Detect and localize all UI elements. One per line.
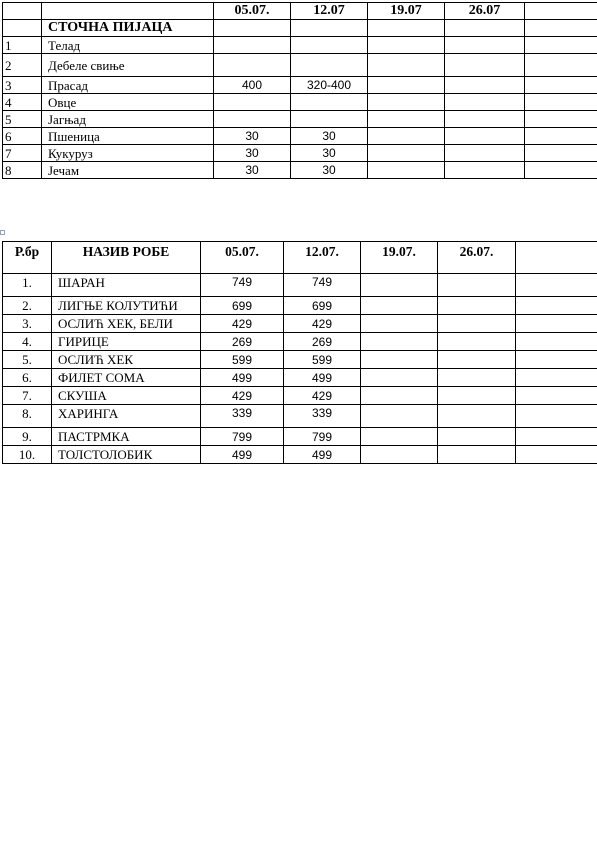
empty-cell (438, 428, 516, 446)
row-number-cell: 3. (3, 315, 52, 333)
empty-cell (516, 405, 597, 428)
header-cell (525, 3, 597, 20)
empty-cell (361, 405, 438, 428)
price-cell: 699 (284, 297, 361, 315)
table-title-row (3, 20, 597, 37)
table-row (3, 387, 597, 405)
empty-cell (516, 297, 597, 315)
table-row (3, 111, 597, 128)
item-name-cell: Телад (42, 37, 214, 54)
price-cell: 699 (201, 297, 284, 315)
header-cell: Р.бр (3, 242, 52, 274)
empty-cell (361, 333, 438, 351)
row-number-cell: 6. (3, 369, 52, 387)
row-number-cell: 3 (3, 77, 42, 94)
table-row (3, 54, 597, 77)
empty-cell (445, 111, 525, 128)
row-number-cell: 4. (3, 333, 52, 351)
empty-cell (525, 37, 597, 54)
item-name-cell: Кукуруз (42, 145, 214, 162)
empty-cell (445, 145, 525, 162)
empty-cell (445, 94, 525, 111)
price-cell: 30 (214, 145, 291, 162)
table-row (3, 428, 597, 446)
empty-cell (438, 315, 516, 333)
fish-price-table (2, 241, 597, 464)
item-name-cell: Дебеле свиње (42, 54, 214, 77)
item-name-cell: ФИЛЕТ СОМА (52, 369, 201, 387)
empty-cell (368, 94, 445, 111)
empty-cell (361, 369, 438, 387)
price-cell: 429 (201, 387, 284, 405)
header-cell (516, 242, 597, 274)
empty-cell (516, 351, 597, 369)
empty-cell (368, 128, 445, 145)
table-anchor-icon[interactable] (0, 230, 5, 235)
row-number-cell: 5 (3, 111, 42, 128)
empty-cell (291, 20, 368, 37)
table-header-row (3, 3, 597, 20)
price-cell: 400 (214, 77, 291, 94)
row-number-cell: 2. (3, 297, 52, 315)
empty-cell (368, 20, 445, 37)
row-number-cell: 1 (3, 37, 42, 54)
price-cell: 30 (291, 128, 368, 145)
empty-cell (516, 387, 597, 405)
empty-cell (525, 145, 597, 162)
empty-cell (438, 446, 516, 464)
row-number-cell: 8. (3, 405, 52, 428)
header-date-cell: 19.07 (368, 3, 445, 20)
row-number-cell: 10. (3, 446, 52, 464)
price-cell (291, 94, 368, 111)
empty-cell (368, 77, 445, 94)
row-number-cell: 5. (3, 351, 52, 369)
empty-cell (445, 77, 525, 94)
header-cell: НАЗИВ РОБЕ (52, 242, 201, 274)
table-row (3, 297, 597, 315)
row-number-cell: 2 (3, 54, 42, 77)
price-cell: 30 (291, 145, 368, 162)
price-cell: 339 (284, 405, 361, 428)
empty-cell (368, 37, 445, 54)
table-row (3, 333, 597, 351)
item-name-cell: ТОЛСТОЛОБИК (52, 446, 201, 464)
header-date-cell: 26.07 (445, 3, 525, 20)
price-cell (291, 37, 368, 54)
empty-cell (445, 162, 525, 179)
item-name-cell: Прасад (42, 77, 214, 94)
row-number-cell: 1. (3, 274, 52, 297)
item-name-cell: ПАСТРМКА (52, 428, 201, 446)
row-number-cell: 7 (3, 145, 42, 162)
empty-cell (361, 351, 438, 369)
item-name-cell: ОСЛИЋ ХЕК (52, 351, 201, 369)
item-name-cell: Јечам (42, 162, 214, 179)
header-cell (42, 3, 214, 20)
livestock-table-body (3, 37, 597, 179)
empty-cell (438, 387, 516, 405)
row-number-cell: 8 (3, 162, 42, 179)
row-number-cell: 4 (3, 94, 42, 111)
price-cell: 269 (284, 333, 361, 351)
table-row (3, 369, 597, 387)
table-row (3, 274, 597, 297)
empty-cell (368, 54, 445, 77)
price-cell: 269 (201, 333, 284, 351)
item-name-cell: Пшеница (42, 128, 214, 145)
table-row (3, 77, 597, 94)
table-row (3, 162, 597, 179)
empty-cell (438, 297, 516, 315)
price-cell: 749 (201, 274, 284, 297)
empty-cell (445, 128, 525, 145)
price-cell: 499 (201, 369, 284, 387)
empty-cell (361, 297, 438, 315)
empty-cell (516, 315, 597, 333)
empty-cell (3, 20, 42, 37)
table-title: СТОЧНА ПИЈАЦА (42, 20, 214, 37)
table-row (3, 315, 597, 333)
empty-cell (525, 94, 597, 111)
price-cell (291, 111, 368, 128)
item-name-cell: СКУША (52, 387, 201, 405)
empty-cell (516, 274, 597, 297)
price-cell (291, 54, 368, 77)
table-row (3, 145, 597, 162)
row-number-cell: 6 (3, 128, 42, 145)
price-cell: 599 (284, 351, 361, 369)
empty-cell (516, 333, 597, 351)
empty-cell (516, 369, 597, 387)
fish-table-body (3, 274, 597, 464)
livestock-price-table (2, 2, 597, 179)
header-date-cell: 26.07. (438, 242, 516, 274)
empty-cell (525, 77, 597, 94)
header-cell (3, 3, 42, 20)
price-cell (214, 111, 291, 128)
price-cell: 429 (284, 315, 361, 333)
price-cell (214, 94, 291, 111)
empty-cell (438, 333, 516, 351)
header-date-cell: 19.07. (361, 242, 438, 274)
item-name-cell: ГИРИЦЕ (52, 333, 201, 351)
price-cell: 429 (284, 387, 361, 405)
table-header-row (3, 242, 597, 274)
row-number-cell: 7. (3, 387, 52, 405)
empty-cell (361, 446, 438, 464)
empty-cell (368, 145, 445, 162)
empty-cell (525, 111, 597, 128)
empty-cell (214, 20, 291, 37)
price-cell: 749 (284, 274, 361, 297)
empty-cell (525, 20, 597, 37)
header-date-cell: 12.07 (291, 3, 368, 20)
empty-cell (445, 20, 525, 37)
price-cell: 339 (201, 405, 284, 428)
table-row (3, 446, 597, 464)
empty-cell (525, 54, 597, 77)
empty-cell (516, 428, 597, 446)
empty-cell (445, 54, 525, 77)
price-cell: 499 (284, 446, 361, 464)
empty-cell (368, 162, 445, 179)
item-name-cell: ЛИГЊЕ КОЛУТИЋИ (52, 297, 201, 315)
price-cell (214, 54, 291, 77)
header-date-cell: 12.07. (284, 242, 361, 274)
empty-cell (438, 351, 516, 369)
row-number-cell: 9. (3, 428, 52, 446)
item-name-cell: ШАРАН (52, 274, 201, 297)
empty-cell (368, 111, 445, 128)
empty-cell (445, 37, 525, 54)
table-row (3, 351, 597, 369)
price-cell: 799 (201, 428, 284, 446)
table-row (3, 37, 597, 54)
empty-cell (361, 315, 438, 333)
price-cell: 320-400 (291, 77, 368, 94)
price-cell: 30 (214, 162, 291, 179)
item-name-cell: Овце (42, 94, 214, 111)
header-date-cell: 05.07. (201, 242, 284, 274)
price-cell: 499 (284, 369, 361, 387)
header-date-cell: 05.07. (214, 3, 291, 20)
empty-cell (361, 428, 438, 446)
empty-cell (438, 405, 516, 428)
price-cell: 799 (284, 428, 361, 446)
empty-cell (516, 446, 597, 464)
table-row (3, 94, 597, 111)
price-cell: 499 (201, 446, 284, 464)
empty-cell (525, 162, 597, 179)
item-name-cell: ОСЛИЋ ХЕК, БЕЛИ (52, 315, 201, 333)
price-cell: 30 (291, 162, 368, 179)
item-name-cell: ХАРИНГА (52, 405, 201, 428)
price-cell: 429 (201, 315, 284, 333)
table-row (3, 405, 597, 428)
empty-cell (361, 387, 438, 405)
price-cell (214, 37, 291, 54)
empty-cell (525, 128, 597, 145)
empty-cell (438, 274, 516, 297)
price-cell: 599 (201, 351, 284, 369)
empty-cell (438, 369, 516, 387)
price-cell: 30 (214, 128, 291, 145)
table-row (3, 128, 597, 145)
empty-cell (361, 274, 438, 297)
item-name-cell: Јагњад (42, 111, 214, 128)
